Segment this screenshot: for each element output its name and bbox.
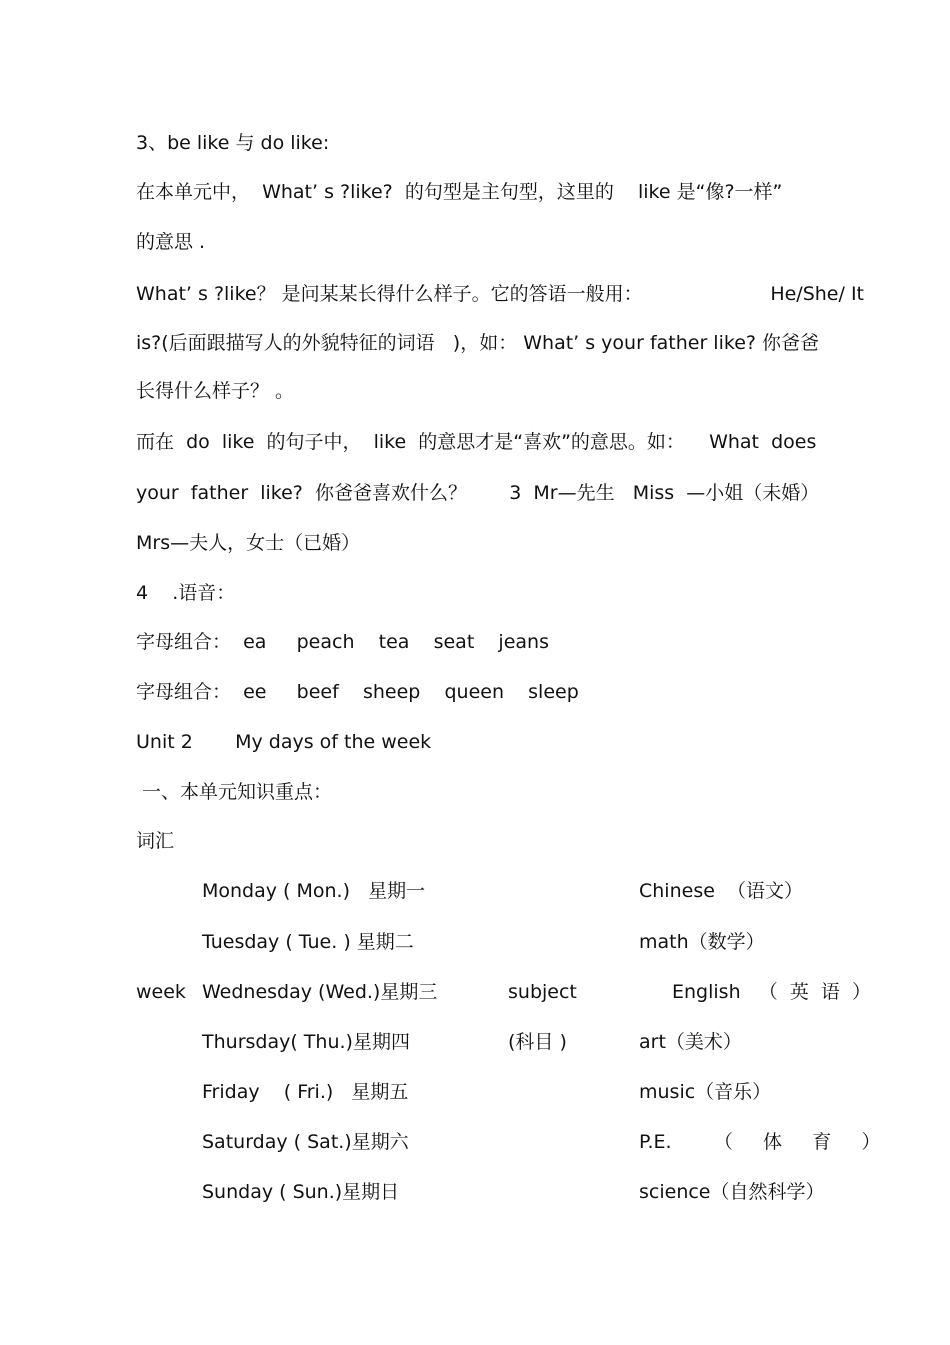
- subject-label: subject: [508, 981, 577, 1003]
- week-label: week: [136, 981, 186, 1003]
- key-points-heading: 一、本单元知识重点：: [136, 781, 333, 803]
- paragraph-line: 在本单元中， What’ s ?like? 的句型是主句型，这里的 like 是“像?一样”: [136, 181, 783, 203]
- day-item: Monday ( Mon.) 星期一: [202, 880, 426, 902]
- paragraph-line: [136, 282, 864, 306]
- paragraph-line: 长得什么样子？ 。: [136, 380, 295, 402]
- paragraph-text: He/She/ It: [770, 283, 864, 305]
- subject-item: music（音乐）: [639, 1081, 772, 1103]
- day-item: Sunday ( Sun.)星期日: [202, 1181, 400, 1203]
- subject-item: math（数学）: [639, 931, 765, 953]
- day-item: Friday ( Fri.) 星期五: [202, 1081, 409, 1103]
- day-item: Wednesday (Wed.)星期三: [202, 981, 438, 1003]
- unit-title: Unit 2 My days of the week: [136, 731, 432, 753]
- subject-item: art（美术）: [639, 1031, 742, 1053]
- phonics-line: 字母组合： ee beef sheep queen sleep: [136, 681, 579, 703]
- paragraph-line: your father like? 你爸爸喜欢什么？ 3 Mr—先生 Miss —小姐（未婚）: [136, 482, 820, 504]
- paragraph-line: is?(后面跟描写人的外貌特征的词语 )，如： What’ s your father like? 你爸爸: [136, 332, 820, 354]
- section-heading: 4 .语音：: [136, 582, 236, 604]
- paragraph-line: 的意思 .: [136, 231, 206, 253]
- subject-item: science（自然科学）: [639, 1181, 825, 1203]
- section-heading: 3、be like 与 do like:: [136, 132, 330, 154]
- subject-item: English （ 英 语 ）: [672, 981, 871, 1003]
- paragraph-line: 而在 do like 的句子中， like 的意思才是“喜欢”的意思。如： What does: [136, 431, 817, 453]
- day-item: Tuesday ( Tue. ) 星期二: [202, 931, 414, 953]
- paragraph-text: What’ s ?like？ 是问某某长得什么样子。它的答语一般用：: [136, 283, 643, 305]
- subject-cn-label: (科目 ): [508, 1031, 567, 1053]
- subject-item: P.E. （ 体 育 ）: [639, 1131, 881, 1153]
- phonics-line: 字母组合： ea peach tea seat jeans: [136, 631, 549, 653]
- day-item: Saturday ( Sat.)星期六: [202, 1131, 409, 1153]
- subject-item: Chinese （语文）: [639, 880, 803, 902]
- paragraph-line: Mrs—夫人，女士（已婚）: [136, 532, 361, 554]
- vocab-label: 词汇: [136, 830, 175, 852]
- day-item: Thursday( Thu.)星期四: [202, 1031, 410, 1053]
